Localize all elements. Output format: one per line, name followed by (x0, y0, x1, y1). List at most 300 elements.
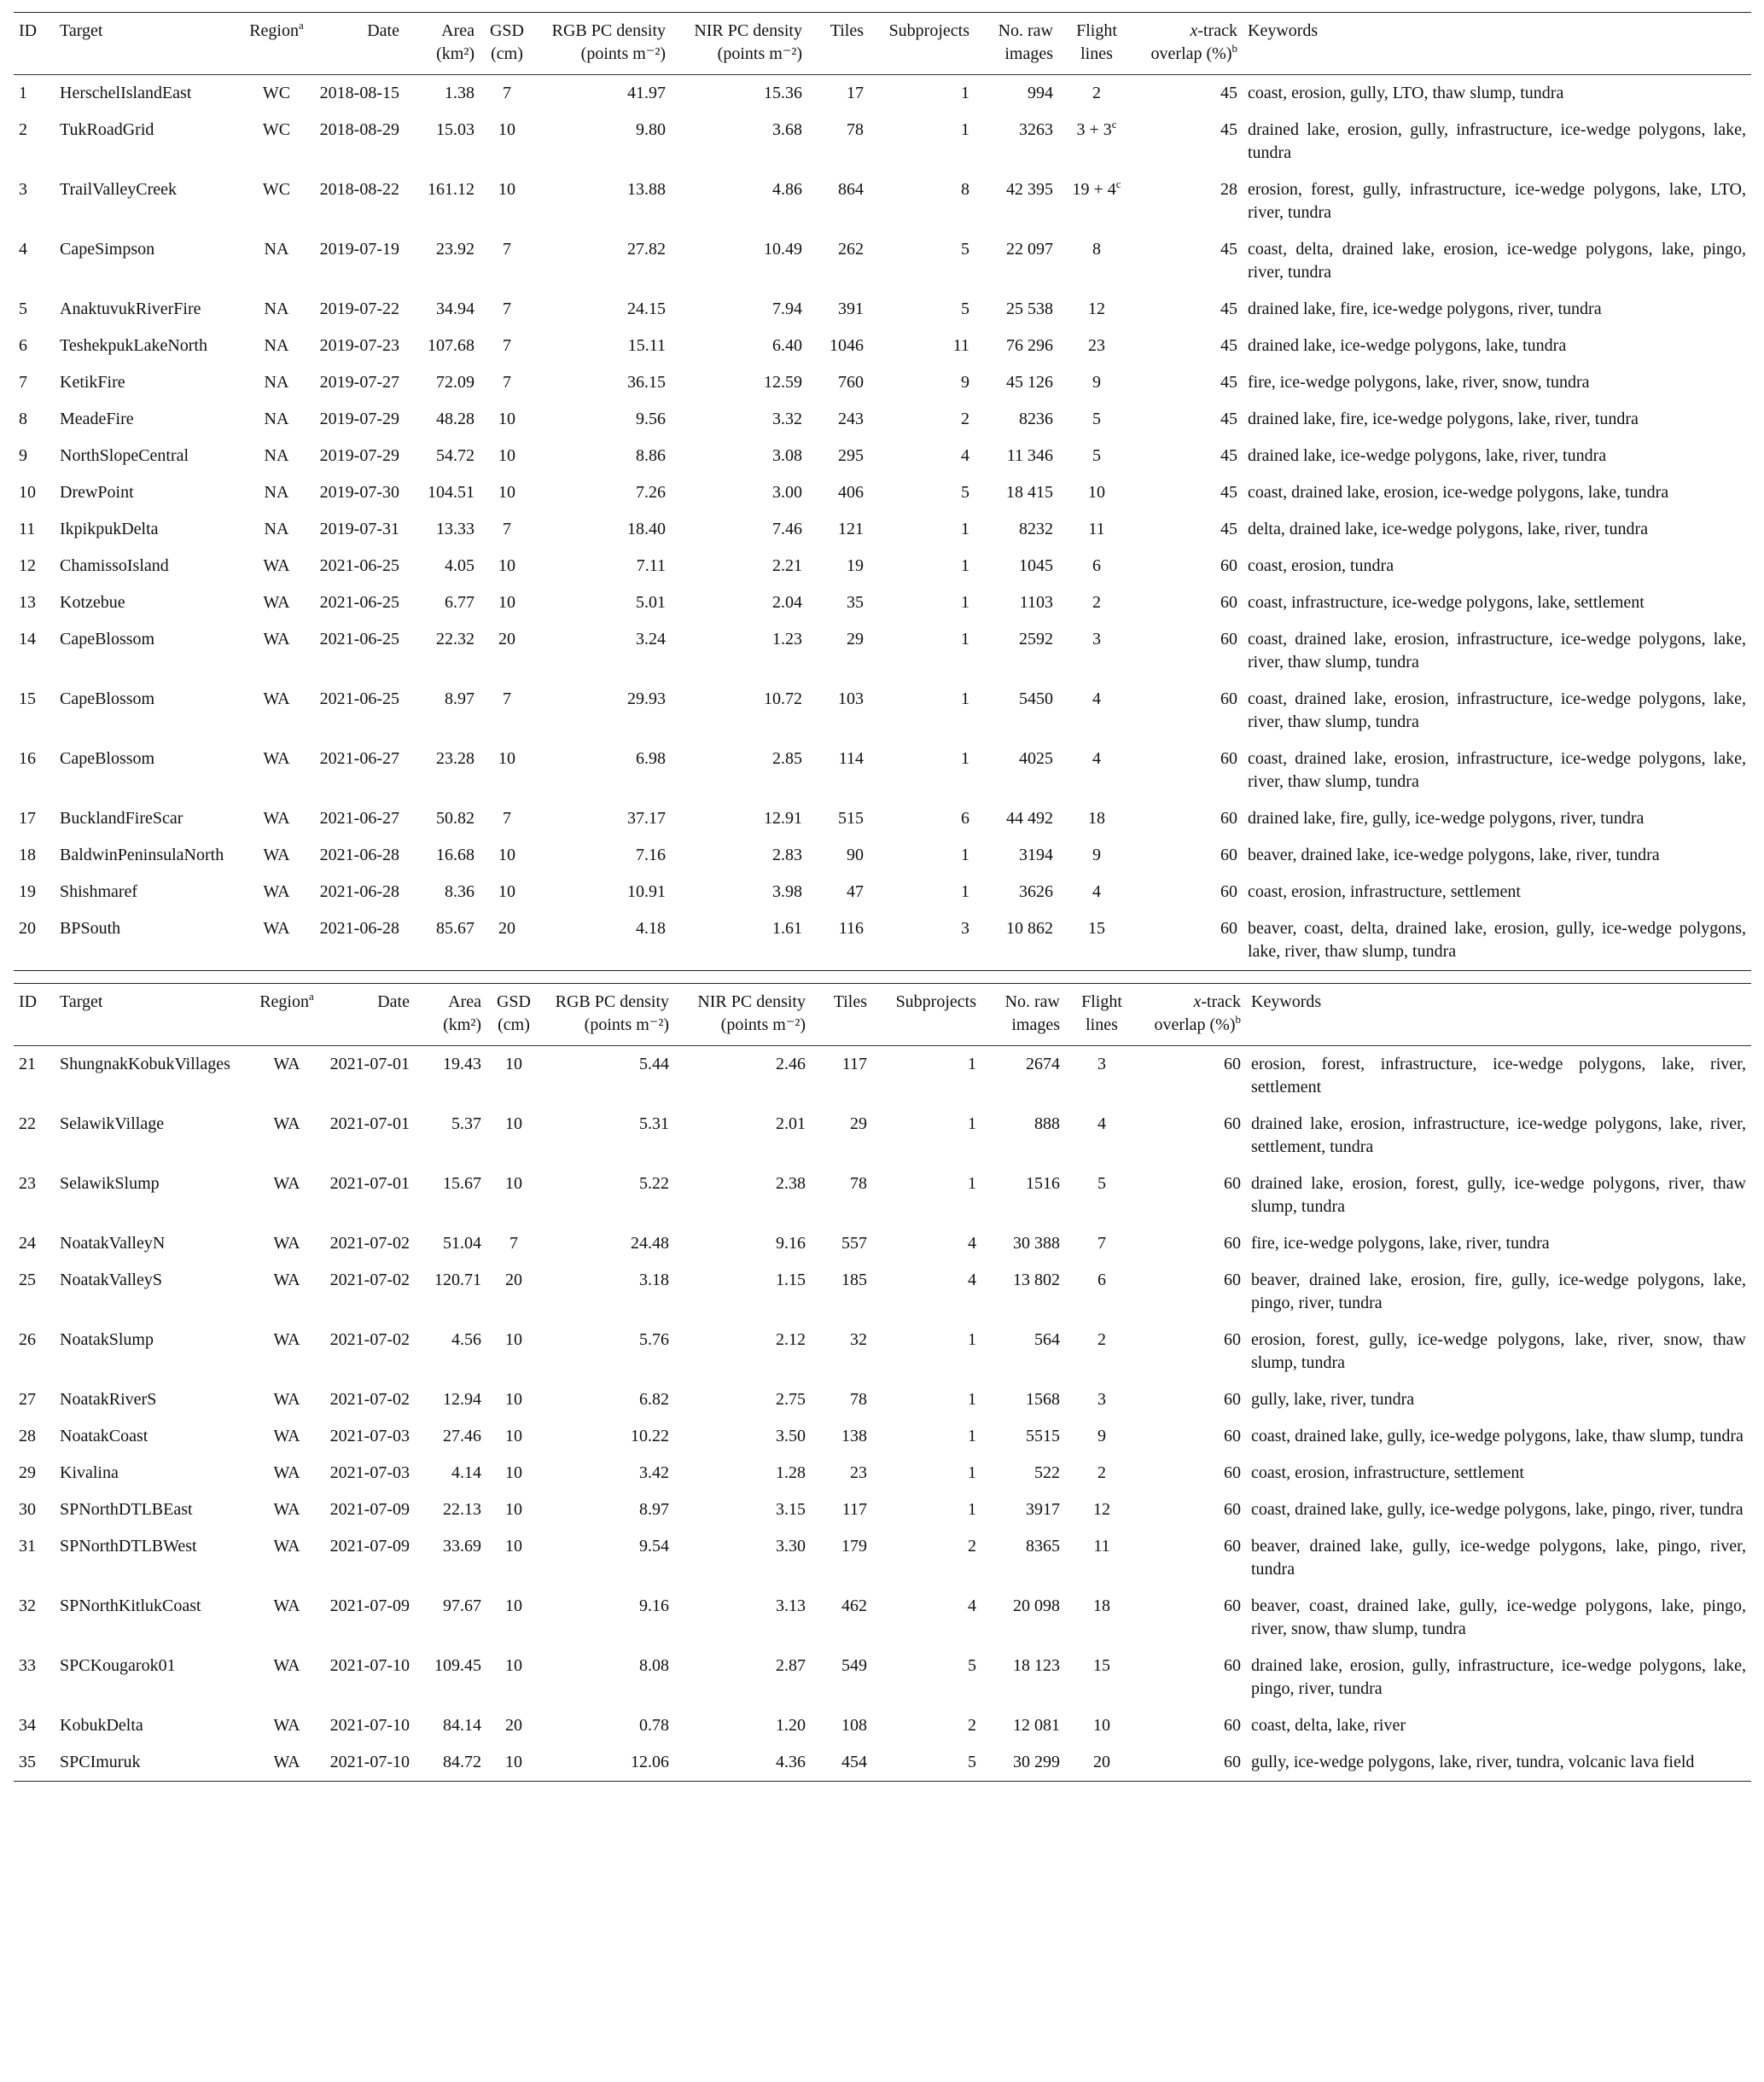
cell-flight-lines: 8 (1092, 240, 1101, 259)
cell-date: 2021-06-25 (319, 556, 399, 575)
table-row (14, 1381, 1751, 1418)
cell-area: 6.77 (445, 593, 474, 612)
cell-raw-images: 3263 (1019, 120, 1053, 139)
cell-tiles: 103 (838, 689, 864, 708)
cell-keywords: coast, erosion, gully, LTO, thaw slump, tundra (1248, 84, 1564, 102)
cell-date: 2021-07-01 (329, 1114, 410, 1133)
table-row (14, 511, 1751, 548)
cell-nir-density: 1.61 (772, 919, 802, 938)
cell-raw-images: 18 415 (1006, 483, 1053, 502)
cell-target: HerschelIslandEast (60, 84, 192, 102)
cell-overlap: 60 (1220, 882, 1237, 901)
cell-nir-density: 3.00 (772, 483, 802, 502)
cell-tiles: 515 (838, 809, 864, 828)
cell-keywords: delta, drained lake, ice-wedge polygons, lake, river, tundra (1248, 520, 1649, 538)
cell-keywords: coast, drained lake, erosion, infrastructure, ice-wedge polygons, lake, river, thaw slump, tundra (1248, 749, 1746, 791)
cell-subprojects: 4 (968, 1234, 976, 1253)
cell-nir-density: 3.50 (776, 1427, 806, 1445)
cell-area: 8.36 (445, 882, 474, 901)
cell-raw-images: 45 126 (1006, 373, 1053, 392)
cell-tiles: 121 (838, 520, 864, 538)
cell-nir-density: 3.98 (772, 882, 802, 901)
col-flight-lines: Flight lines (1058, 13, 1135, 75)
cell-region: WA (273, 1596, 300, 1615)
cell-target: NoatakRiverS (60, 1390, 157, 1409)
cell-gsd: 10 (505, 1500, 522, 1519)
cell-area: 84.72 (443, 1753, 481, 1771)
table-row (14, 1648, 1751, 1707)
cell-overlap: 60 (1224, 1174, 1241, 1193)
cell-tiles: 760 (838, 373, 864, 392)
cell-tiles: 17 (847, 84, 864, 102)
cell-keywords: beaver, coast, delta, drained lake, erosion, gully, ice-wedge polygons, lake, river, thaw slump, tundra (1248, 919, 1746, 961)
cell-keywords: coast, erosion, infrastructure, settlement (1248, 882, 1521, 901)
cell-gsd: 10 (498, 180, 515, 199)
cell-nir-density: 2.46 (776, 1055, 806, 1073)
col-keywords: Keywords (1243, 13, 1751, 75)
cell-tiles: 864 (838, 180, 864, 199)
cell-rgb-density: 5.76 (639, 1330, 669, 1349)
cell-date: 2019-07-31 (319, 520, 399, 538)
cell-area: 51.04 (443, 1234, 481, 1253)
cell-gsd: 10 (505, 1656, 522, 1675)
cell-gsd: 7 (503, 336, 511, 355)
cell-area: 161.12 (428, 180, 474, 199)
cell-overlap: 60 (1224, 1463, 1241, 1482)
cell-rgb-density: 24.15 (627, 300, 666, 318)
cell-region: WA (273, 1716, 300, 1735)
cell-overlap: 28 (1220, 180, 1237, 199)
cell-overlap: 60 (1220, 809, 1237, 828)
cell-id: 7 (19, 373, 27, 392)
col-date: Date (321, 984, 415, 1046)
col-id: ID (14, 984, 55, 1046)
cell-area: 50.82 (436, 809, 474, 828)
cell-nir-density: 4.86 (772, 180, 802, 199)
cell-target: SelawikSlump (60, 1174, 160, 1193)
cell-date: 2021-07-02 (329, 1330, 410, 1349)
cell-tiles: 90 (847, 846, 864, 864)
cell-region: NA (264, 336, 289, 355)
cell-gsd: 10 (505, 1055, 522, 1073)
cell-tiles: 185 (841, 1271, 867, 1289)
cell-date: 2021-07-02 (329, 1271, 410, 1289)
cell-id: 35 (19, 1753, 36, 1771)
cell-overlap: 60 (1224, 1271, 1241, 1289)
cell-subprojects: 1 (961, 120, 969, 139)
cell-flight-lines: 9 (1097, 1427, 1106, 1445)
cell-id: 13 (19, 593, 36, 612)
cell-target: TeshekpukLakeNorth (60, 336, 207, 355)
cell-tiles: 108 (841, 1716, 867, 1735)
cell-date: 2018-08-15 (319, 84, 399, 102)
cell-id: 21 (19, 1055, 36, 1073)
cell-target: SelawikVillage (60, 1114, 165, 1133)
cell-target: ChamissoIsland (60, 556, 169, 575)
cell-rgb-density: 9.56 (636, 410, 666, 428)
cell-id: 8 (19, 410, 27, 428)
cell-nir-density: 3.13 (776, 1596, 806, 1615)
cell-rgb-density: 6.98 (636, 749, 666, 768)
cell-gsd: 10 (498, 556, 515, 575)
cell-overlap: 60 (1224, 1716, 1241, 1735)
cell-gsd: 7 (503, 84, 511, 102)
cell-date: 2021-07-03 (329, 1427, 410, 1445)
cell-area: 22.32 (436, 630, 474, 648)
cell-nir-density: 2.75 (776, 1390, 806, 1409)
cell-region: WA (273, 1234, 300, 1253)
cell-flight-lines: 6 (1092, 556, 1101, 575)
cell-raw-images: 22 097 (1006, 240, 1053, 259)
cell-raw-images: 44 492 (1006, 809, 1053, 828)
cell-flight-lines: 9 (1092, 846, 1101, 864)
cell-id: 20 (19, 919, 36, 938)
cell-id: 24 (19, 1234, 36, 1253)
cell-keywords: coast, delta, drained lake, erosion, ice-wedge polygons, lake, pingo, river, tundra (1248, 240, 1746, 282)
cell-area: 54.72 (436, 446, 474, 465)
cell-nir-density: 10.72 (764, 689, 802, 708)
cell-id: 30 (19, 1500, 36, 1519)
cell-raw-images: 11 346 (1006, 446, 1053, 465)
cell-date: 2021-07-09 (329, 1537, 410, 1556)
cell-raw-images: 4025 (1019, 749, 1053, 768)
cell-raw-images: 30 299 (1013, 1753, 1060, 1771)
cell-flight-lines: 3 (1092, 630, 1101, 648)
cell-area: 48.28 (436, 410, 474, 428)
cell-id: 31 (19, 1537, 36, 1556)
cell-flight-lines: 10 (1088, 483, 1105, 502)
cell-rgb-density: 5.44 (639, 1055, 669, 1073)
cell-target: BPSouth (60, 919, 121, 938)
cell-id: 15 (19, 689, 36, 708)
cell-rgb-density: 36.15 (627, 373, 666, 392)
cell-overlap: 45 (1220, 240, 1237, 259)
cell-overlap: 60 (1220, 749, 1237, 768)
cell-date: 2021-07-10 (329, 1716, 410, 1735)
cell-overlap: 60 (1220, 630, 1237, 648)
table-row (14, 172, 1751, 231)
cell-tiles: 32 (850, 1330, 867, 1349)
cell-region: NA (264, 520, 289, 538)
cell-flight-lines: 3 (1097, 1055, 1106, 1073)
cell-region: WA (273, 1427, 300, 1445)
cell-date: 2021-07-01 (329, 1055, 410, 1073)
cell-keywords: beaver, drained lake, ice-wedge polygons, lake, river, tundra (1248, 846, 1660, 864)
cell-keywords: erosion, forest, infrastructure, ice-wedge polygons, lake, river, settlement (1251, 1055, 1746, 1096)
cell-nir-density: 4.36 (776, 1753, 806, 1771)
cell-nir-density: 1.28 (776, 1463, 806, 1482)
cell-subprojects: 3 (961, 919, 969, 938)
cell-region: WA (273, 1753, 300, 1771)
cell-rgb-density: 27.82 (627, 240, 666, 259)
cell-flight-lines: 2 (1097, 1330, 1106, 1349)
bottom-rule (14, 1781, 1751, 1782)
cell-nir-density: 6.40 (772, 336, 802, 355)
cell-tiles: 47 (847, 882, 864, 901)
cell-area: 15.67 (443, 1174, 481, 1193)
cell-gsd: 10 (505, 1596, 522, 1615)
cell-gsd: 10 (505, 1537, 522, 1556)
cell-raw-images: 564 (1034, 1330, 1060, 1349)
cell-rgb-density: 4.18 (636, 919, 666, 938)
cell-subprojects: 1 (968, 1500, 976, 1519)
cell-gsd: 10 (505, 1427, 522, 1445)
cell-id: 18 (19, 846, 36, 864)
cell-overlap: 60 (1224, 1656, 1241, 1675)
cell-date: 2021-07-09 (329, 1596, 410, 1615)
cell-keywords: drained lake, erosion, gully, infrastructure, ice-wedge polygons, lake, tundra (1248, 120, 1746, 162)
cell-id: 1 (19, 84, 27, 102)
cell-area: 1.38 (445, 84, 474, 102)
cell-overlap: 60 (1220, 846, 1237, 864)
table-row (14, 800, 1751, 837)
cell-overlap: 45 (1220, 120, 1237, 139)
cell-keywords: drained lake, fire, gully, ice-wedge polygons, river, tundra (1248, 809, 1645, 828)
cell-overlap: 60 (1220, 689, 1237, 708)
cell-region: WA (273, 1174, 300, 1193)
cell-region: WA (263, 749, 290, 768)
cell-keywords: coast, drained lake, gully, ice-wedge polygons, lake, pingo, river, tundra (1251, 1500, 1744, 1519)
cell-subprojects: 4 (968, 1271, 976, 1289)
table-part-2 (14, 984, 1751, 1781)
cell-nir-density: 15.36 (764, 84, 802, 102)
cell-id: 25 (19, 1271, 36, 1289)
cell-subprojects: 1 (961, 749, 969, 768)
cell-nir-density: 1.20 (776, 1716, 806, 1735)
cell-raw-images: 1516 (1026, 1174, 1060, 1193)
cell-target: IkpikpukDelta (60, 520, 159, 538)
cell-tiles: 549 (841, 1656, 867, 1675)
cell-area: 72.09 (436, 373, 474, 392)
cell-date: 2021-06-27 (319, 749, 399, 768)
cell-overlap: 60 (1224, 1427, 1241, 1445)
cell-id: 33 (19, 1656, 36, 1675)
cell-gsd: 7 (503, 520, 511, 538)
cell-subprojects: 1 (961, 846, 969, 864)
cell-nir-density: 10.49 (764, 240, 802, 259)
cell-region: WA (263, 556, 290, 575)
cell-nir-density: 2.12 (776, 1330, 806, 1349)
cell-overlap: 45 (1220, 483, 1237, 502)
cell-keywords: gully, lake, river, tundra (1251, 1390, 1415, 1409)
cell-subprojects: 1 (961, 593, 969, 612)
cell-rgb-density: 3.18 (639, 1271, 669, 1289)
cell-subprojects: 1 (968, 1114, 976, 1133)
cell-keywords: drained lake, erosion, infrastructure, ice-wedge polygons, lake, river, settlement, tundra (1251, 1114, 1746, 1156)
cell-rgb-density: 3.24 (636, 630, 666, 648)
cell-rgb-density: 9.16 (639, 1596, 669, 1615)
cell-area: 13.33 (436, 520, 474, 538)
cell-flight-lines: 12 (1088, 300, 1105, 318)
cell-flight-lines: 11 (1088, 520, 1105, 538)
cell-subprojects: 5 (968, 1753, 976, 1771)
col-keywords: Keywords (1246, 984, 1751, 1046)
cell-gsd: 10 (498, 846, 515, 864)
cell-overlap: 60 (1224, 1330, 1241, 1349)
cell-rgb-density: 24.48 (631, 1234, 669, 1253)
cell-raw-images: 20 098 (1013, 1596, 1060, 1615)
data-table-page (14, 12, 1751, 1782)
cell-date: 2021-07-01 (329, 1174, 410, 1193)
cell-area: 97.67 (443, 1596, 481, 1615)
table-row (14, 328, 1751, 364)
cell-tiles: 29 (847, 630, 864, 648)
cell-target: CapeBlossom (60, 689, 155, 708)
table-row (14, 231, 1751, 291)
cell-overlap: 60 (1224, 1114, 1241, 1133)
cell-rgb-density: 18.40 (627, 520, 666, 538)
cell-subprojects: 2 (961, 410, 969, 428)
cell-tiles: 29 (850, 1114, 867, 1133)
cell-flight-lines: 3 (1097, 1390, 1106, 1409)
table-row (14, 1225, 1751, 1262)
cell-rgb-density: 15.11 (627, 336, 666, 355)
cell-target: BaldwinPeninsulaNorth (60, 846, 224, 864)
cell-keywords: beaver, drained lake, gully, ice-wedge polygons, lake, pingo, river, tundra (1251, 1537, 1746, 1579)
cell-keywords: fire, ice-wedge polygons, lake, river, snow, tundra (1248, 373, 1590, 392)
cell-gsd: 7 (503, 809, 511, 828)
cell-target: NorthSlopeCentral (60, 446, 189, 465)
col-area: Area (km²) (415, 984, 486, 1046)
cell-raw-images: 3194 (1019, 846, 1053, 864)
cell-nir-density: 7.46 (772, 520, 802, 538)
cell-nir-density: 3.68 (772, 120, 802, 139)
cell-rgb-density: 10.91 (627, 882, 666, 901)
cell-keywords: drained lake, erosion, gully, infrastructure, ice-wedge polygons, lake, pingo, river, tundra (1251, 1656, 1746, 1698)
cell-nir-density: 2.38 (776, 1174, 806, 1193)
cell-nir-density: 3.08 (772, 446, 802, 465)
cell-overlap: 60 (1224, 1537, 1241, 1556)
cell-date: 2019-07-29 (319, 410, 399, 428)
cell-target: TrailValleyCreek (60, 180, 178, 199)
cell-target: NoatakSlump (60, 1330, 154, 1349)
cell-area: 16.68 (436, 846, 474, 864)
cell-flight-lines: 11 (1093, 1537, 1110, 1556)
cell-raw-images: 2674 (1026, 1055, 1060, 1073)
cell-flight-lines: 5 (1092, 446, 1101, 465)
cell-overlap: 45 (1220, 300, 1237, 318)
cell-rgb-density: 0.78 (639, 1716, 669, 1735)
cell-keywords: coast, erosion, tundra (1248, 556, 1394, 575)
cell-area: 22.13 (443, 1500, 481, 1519)
col-gsd: GSD (cm) (486, 984, 541, 1046)
cell-gsd: 20 (498, 919, 515, 938)
cell-tiles: 116 (838, 919, 864, 938)
col-tiles: Tiles (811, 984, 872, 1046)
cell-date: 2018-08-29 (319, 120, 399, 139)
cell-keywords: beaver, drained lake, erosion, fire, gully, ice-wedge polygons, lake, pingo, river, tundra (1251, 1271, 1746, 1312)
cell-tiles: 78 (847, 120, 864, 139)
col-gsd: GSD (cm) (480, 13, 534, 75)
table-row (14, 1528, 1751, 1588)
cell-target: NoatakValleyS (60, 1271, 162, 1289)
col-region: Region$^a$ (242, 13, 311, 75)
cell-id: 3 (19, 180, 27, 199)
cell-id: 27 (19, 1390, 36, 1409)
table-row (14, 1492, 1751, 1528)
cell-area: 23.28 (436, 749, 474, 768)
col-date: Date (311, 13, 405, 75)
table-row (14, 837, 1751, 874)
table-row (14, 438, 1751, 474)
cell-keywords: fire, ice-wedge polygons, lake, river, tundra (1251, 1234, 1550, 1253)
cell-raw-images: 18 123 (1013, 1656, 1060, 1675)
cell-gsd: 7 (503, 240, 511, 259)
cell-subprojects: 4 (968, 1596, 976, 1615)
cell-keywords: beaver, coast, drained lake, gully, ice-wedge polygons, lake, pingo, river, snow, thaw slump, tundra (1251, 1596, 1746, 1638)
cell-region: WC (262, 180, 291, 199)
cell-rgb-density: 9.54 (639, 1537, 669, 1556)
table-row (14, 401, 1751, 438)
cell-target: TukRoadGrid (60, 120, 154, 139)
table-row (14, 474, 1751, 511)
cell-gsd: 20 (505, 1716, 522, 1735)
cell-gsd: 7 (503, 373, 511, 392)
cell-target: DrewPoint (60, 483, 134, 502)
cell-target: CapeBlossom (60, 630, 155, 648)
cell-overlap: 45 (1220, 373, 1237, 392)
cell-area: 15.03 (436, 120, 474, 139)
col-id: ID (14, 13, 55, 75)
cell-region: WA (263, 919, 290, 938)
cell-flight-lines: 5 (1092, 410, 1101, 428)
cell-date: 2021-07-02 (329, 1234, 410, 1253)
cell-gsd: 10 (505, 1463, 522, 1482)
cell-keywords: coast, erosion, infrastructure, settlement (1251, 1463, 1524, 1482)
cell-region: WA (263, 809, 290, 828)
cell-flight-lines: 15 (1088, 919, 1105, 938)
table-row (14, 1744, 1751, 1781)
cell-tiles: 117 (841, 1500, 867, 1519)
cell-keywords: coast, drained lake, gully, ice-wedge polygons, lake, thaw slump, tundra (1251, 1427, 1744, 1445)
cell-target: BucklandFireScar (60, 809, 183, 828)
cell-flight-lines: 9 (1092, 373, 1101, 392)
cell-target: SPNorthDTLBEast (60, 1500, 193, 1519)
cell-nir-density: 3.32 (772, 410, 802, 428)
cell-rgb-density: 7.16 (636, 846, 666, 864)
cell-date: 2019-07-22 (319, 300, 399, 318)
cell-id: 17 (19, 809, 36, 828)
cell-flight-lines: 4 (1092, 749, 1101, 768)
cell-subprojects: 5 (961, 240, 969, 259)
cell-id: 14 (19, 630, 36, 648)
cell-region: WA (273, 1271, 300, 1289)
cell-keywords: drained lake, ice-wedge polygons, lake, river, tundra (1248, 446, 1607, 465)
cell-gsd: 20 (498, 630, 515, 648)
cell-date: 2019-07-27 (319, 373, 399, 392)
cell-raw-images: 1045 (1019, 556, 1053, 575)
cell-nir-density: 2.21 (772, 556, 802, 575)
cell-id: 29 (19, 1463, 36, 1482)
cell-flight-lines: 20 (1093, 1753, 1110, 1771)
cell-raw-images: 42 395 (1006, 180, 1053, 199)
cell-id: 26 (19, 1330, 36, 1349)
cell-subprojects: 5 (968, 1656, 976, 1675)
cell-keywords: drained lake, erosion, forest, gully, ice-wedge polygons, river, thaw slump, tundra (1251, 1174, 1746, 1216)
cell-region: WA (263, 882, 290, 901)
cell-nir-density: 7.94 (772, 300, 802, 318)
cell-date: 2021-06-28 (319, 846, 399, 864)
cell-area: 104.51 (428, 483, 474, 502)
cell-area: 34.94 (436, 300, 474, 318)
cell-nir-density: 9.16 (776, 1234, 806, 1253)
cell-region: WA (263, 689, 290, 708)
cell-keywords: coast, infrastructure, ice-wedge polygons, lake, settlement (1248, 593, 1645, 612)
cell-flight-lines: 12 (1093, 1500, 1110, 1519)
cell-area: 120.71 (434, 1271, 481, 1289)
cell-date: 2021-07-03 (329, 1463, 410, 1482)
cell-raw-images: 13 802 (1013, 1271, 1060, 1289)
